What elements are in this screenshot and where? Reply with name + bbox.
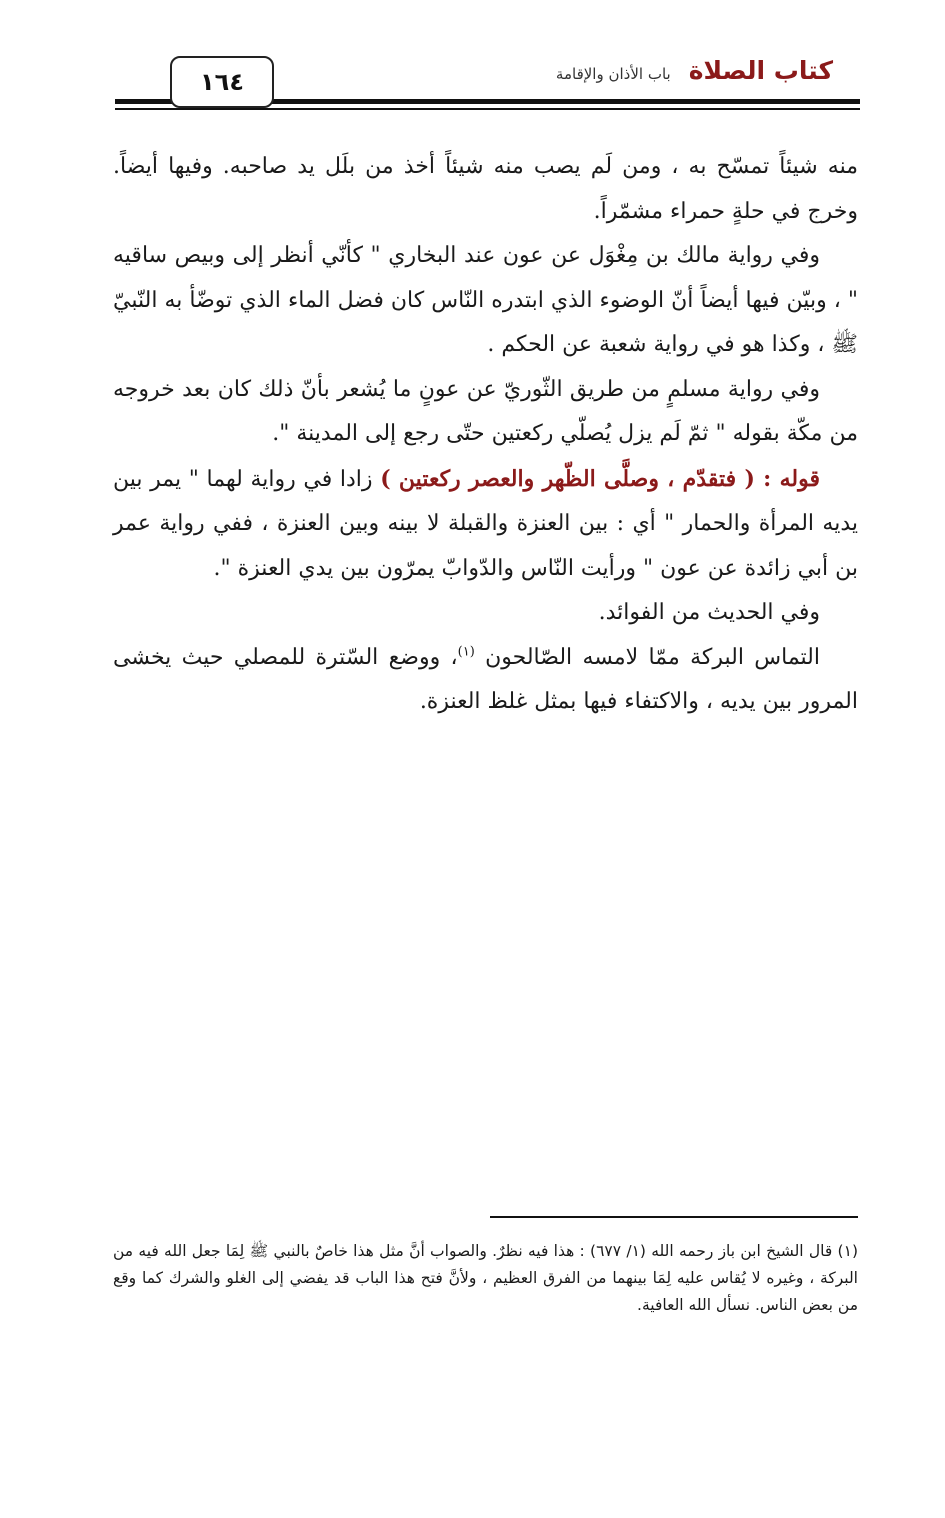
- paragraph-6-text-a: التماس البركة ممّا لامسه الصّالحون: [474, 644, 820, 670]
- header-rule-thin: [115, 108, 860, 110]
- chapter-title: باب الأذان والإقامة: [555, 65, 671, 83]
- paragraph-4-text: زادا في رواية لهما " يمر بين يديه المرأة والحمار " أي : بين العنزة والقبلة لا بينه وبين العنزة ، ففي رواية عمر بن أبي زائدة عن عون " ورأيت النّاس والدّوابّ يمرّون بين يدي العنزة ".: [113, 466, 858, 581]
- footnote-reference: (١): [457, 644, 475, 660]
- running-head: [556, 56, 833, 85]
- footnotes: [113, 1238, 858, 1319]
- paragraph-1: منه شيئاً تمسّح به ، ومن لَم يصب منه شيئاً أخذ من بلَل يد صاحبه. وفيها أيضاً. وخرج في حلةٍ حمراء مشمّراً.: [113, 154, 858, 224]
- quoted-hadith-phrase: قوله : ( فتقدّم ، وصلَّى الظّهر والعصر ركعتين ): [380, 465, 820, 492]
- paragraph-2: وفي رواية مالك بن مِغْوَل عن عون عند البخاري " كأنّي أنظر إلى وبيص ساقيه " ، وبيّن فيها أيضاً أنّ الوضوء الذي ابتدره النّاس كان فضل الماء الذي توضّأ به النّبيّ ﷺ ، وكذا هو في رواية شعبة عن الحكم .: [113, 243, 858, 357]
- footnote-separator: [490, 1216, 858, 1218]
- main-text: [113, 145, 858, 725]
- paragraph-5: وفي الحديث من الفوائد.: [598, 600, 820, 625]
- paragraph-3: وفي رواية مسلمٍ من طريق الثّوريّ عن عونٍ ما يُشعر بأنّ ذلك كان بعد خروجه من مكّة بقوله " ثمّ لَم يزل يُصلّي ركعتين حتّى رجع إلى المدينة ".: [113, 376, 858, 446]
- paragraph-4: [113, 457, 858, 592]
- page-header: [0, 0, 945, 120]
- footnote-1: (١) قال الشيخ ابن باز رحمه الله (١/ ٦٧٧) : هذا فيه نظرٌ. والصواب أنَّ مثل هذا خاصٌ بالنبي ﷺ لِمَا جعل الله فيه من البركة ، وغيره لا يُقاس عليه لِمَا بينهما من الفرق العظيم ، ولأنَّ فتح هذا الباب قد يفضي إلى الغلو والشرك كما وقع من بعض الناس. نسأل الله العافية.: [113, 1242, 858, 1314]
- paragraph-6: [113, 636, 858, 725]
- book-title: كتاب الصلاة: [688, 56, 833, 85]
- page-number: ١٦٤: [170, 56, 274, 108]
- paragraph-6-text-b: ، ووضع السّترة للمصلي حيث يخشى المرور بين يديه ، والاكتفاء فيها بمثل غلظ العنزة.: [113, 644, 858, 714]
